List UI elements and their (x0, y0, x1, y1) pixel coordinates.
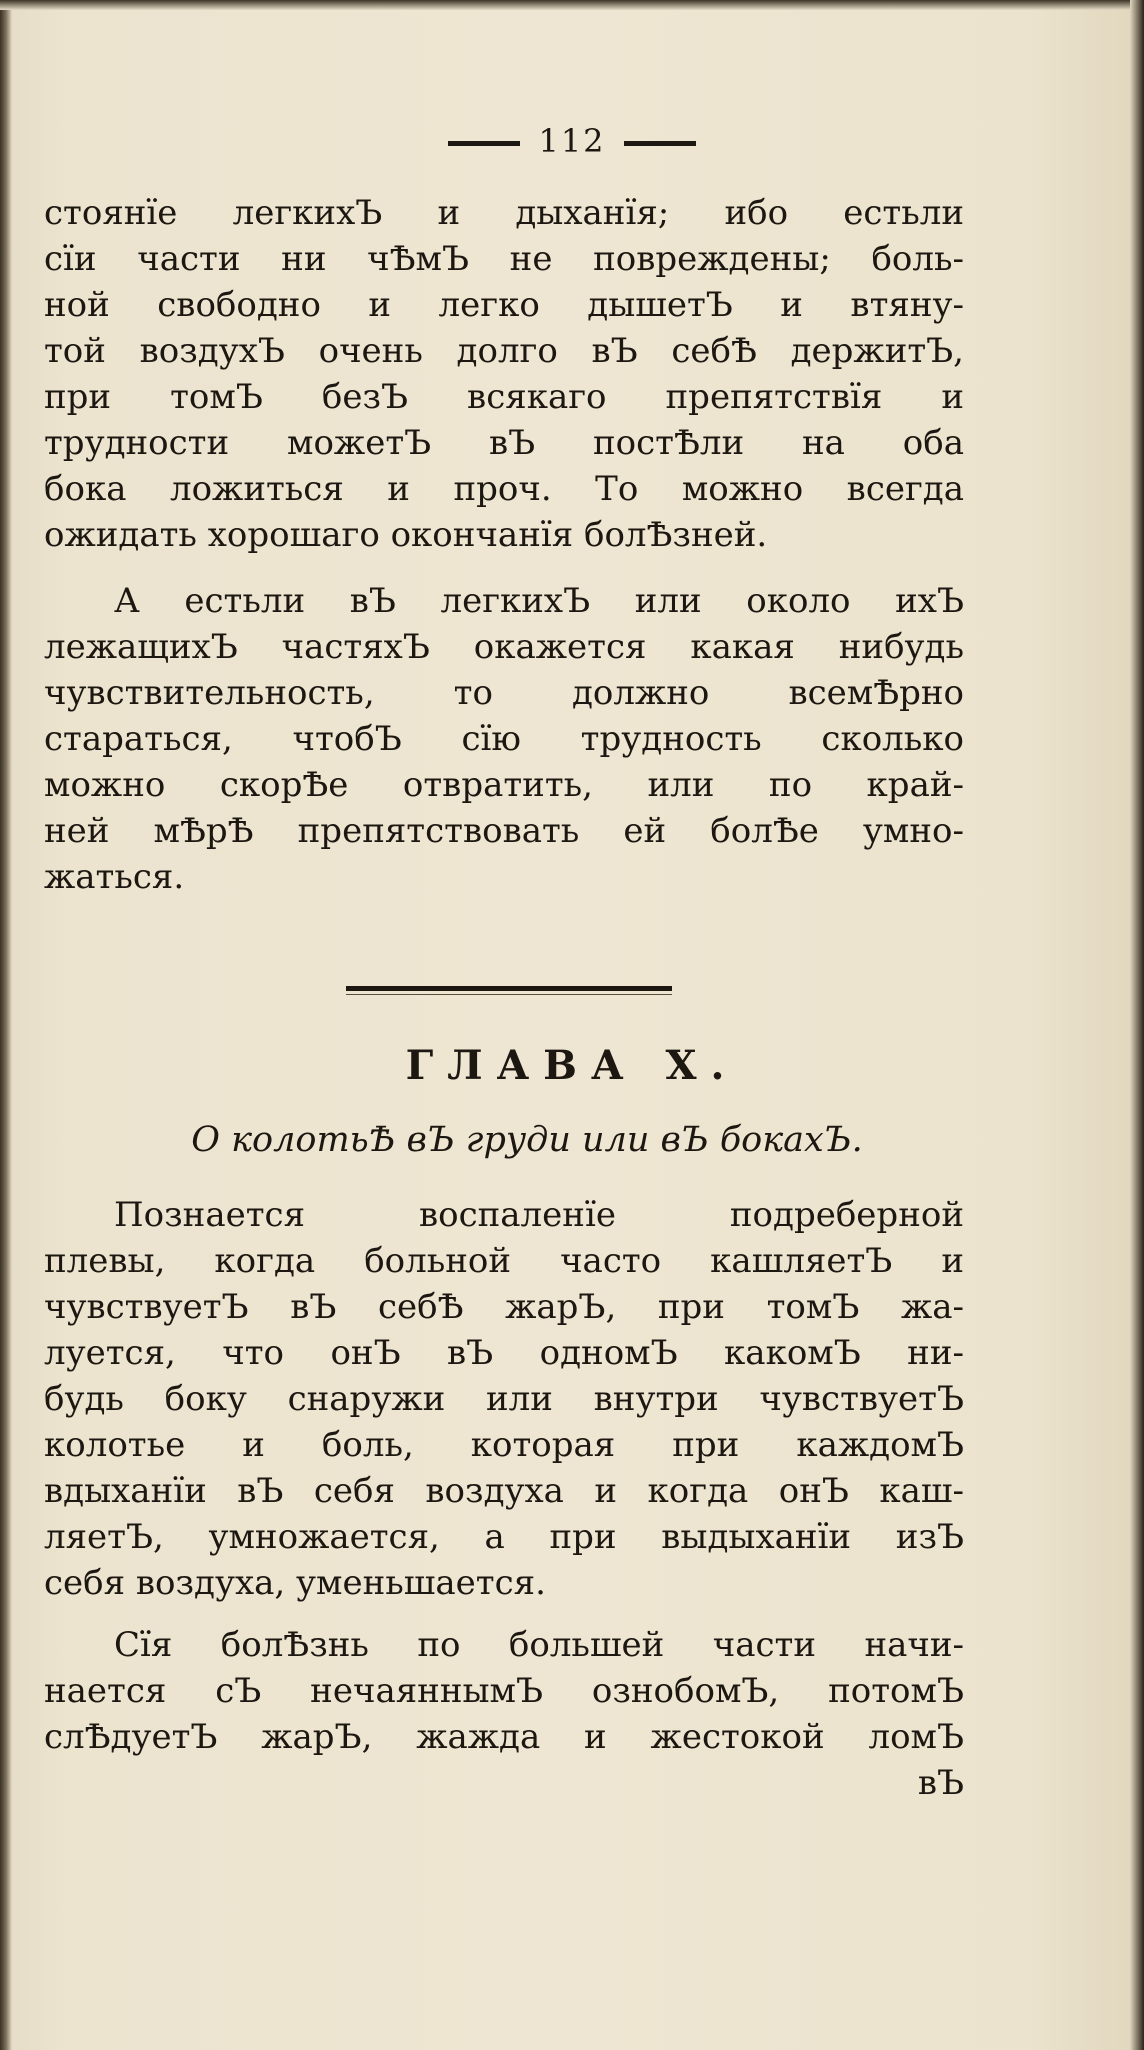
text-line: нается сЪ нечаяннымЪ ознобомЪ, потомЪ (44, 1671, 964, 1711)
section-divider (346, 986, 672, 991)
text-line: при томЪ безЪ всякаго препятствїя и (44, 377, 964, 417)
text-line: А естьли вЪ легкихЪ или около ихЪ (114, 581, 964, 621)
left-dash-ornament (448, 141, 520, 146)
text-line: стараться, чтобЪ сїю трудность сколько (44, 719, 964, 759)
chapter-title: ГЛАВА X. (405, 1042, 739, 1089)
text-line: лежащихЪ частяхЪ окажется какая нибудь (44, 627, 964, 667)
text-line: будь боку снаружи или внутри чувствуетЪ (44, 1379, 964, 1419)
text-line: слѢдуетЪ жарЪ, жажда и жестокой ломЪ (44, 1717, 964, 1757)
paragraph-2 (44, 578, 964, 900)
catchword: вЪ (917, 1763, 964, 1803)
text-line: бока ложиться и проч. То можно всегда (44, 469, 964, 509)
text-line: ней мѢрѢ препятствовать ей болѢе умно- (44, 811, 964, 851)
paragraph-4 (44, 1622, 964, 1806)
section-divider-hairline (346, 994, 672, 995)
text-line: стоянїе легкихЪ и дыханїя; ибо естьли (44, 193, 964, 233)
page-right-edge (1130, 0, 1144, 2050)
text-line: чувствуетЪ вЪ себѢ жарЪ, при томЪ жа- (44, 1287, 964, 1327)
text-line: плевы, когда больной часто кашляетЪ и (44, 1241, 964, 1281)
right-dash-ornament (624, 141, 696, 146)
text-line: можно скорѢе отвратить, или по край- (44, 765, 964, 805)
text-line: ляетЪ, умножается, а при выдыханїи изЪ (44, 1517, 964, 1557)
page-top-edge (0, 0, 1144, 10)
text-line: Сїя болѢзнь по большей части начи- (114, 1625, 964, 1665)
running-head (0, 122, 1144, 160)
text-line: себя воздуха, уменьшается. (44, 1563, 546, 1603)
text-line: вдыханїи вЪ себя воздуха и когда онЪ каш- (44, 1471, 964, 1511)
text-line: луется, что онЪ вЪ одномЪ какомЪ ни- (44, 1333, 964, 1373)
text-line: ной свободно и легко дышетЪ и втяну- (44, 285, 964, 325)
page-binding-edge (0, 0, 12, 2050)
text-line: Познается воспаленїе подреберной (114, 1195, 964, 1235)
text-line: чувствительность, то должно всемѢрно (44, 673, 964, 713)
text-line: жаться. (44, 857, 185, 897)
text-line: колотье и боль, которая при каждомЪ (44, 1425, 964, 1465)
text-line: сїи части ни чѢмЪ не повреждены; боль- (44, 239, 964, 279)
text-line: трудности можетЪ вЪ постѢли на оба (44, 423, 964, 463)
paragraph-1 (44, 190, 964, 558)
page-number: 112 (538, 122, 606, 160)
text-line: ожидать хорошаго окончанїя болѢзней. (44, 515, 768, 555)
chapter-subtitle: О колотьѢ вЪ груди или вЪ бокахЪ. (191, 1120, 863, 1160)
text-line: той воздухЪ очень долго вЪ себѢ держитЪ, (44, 331, 964, 371)
paragraph-3 (44, 1192, 964, 1606)
